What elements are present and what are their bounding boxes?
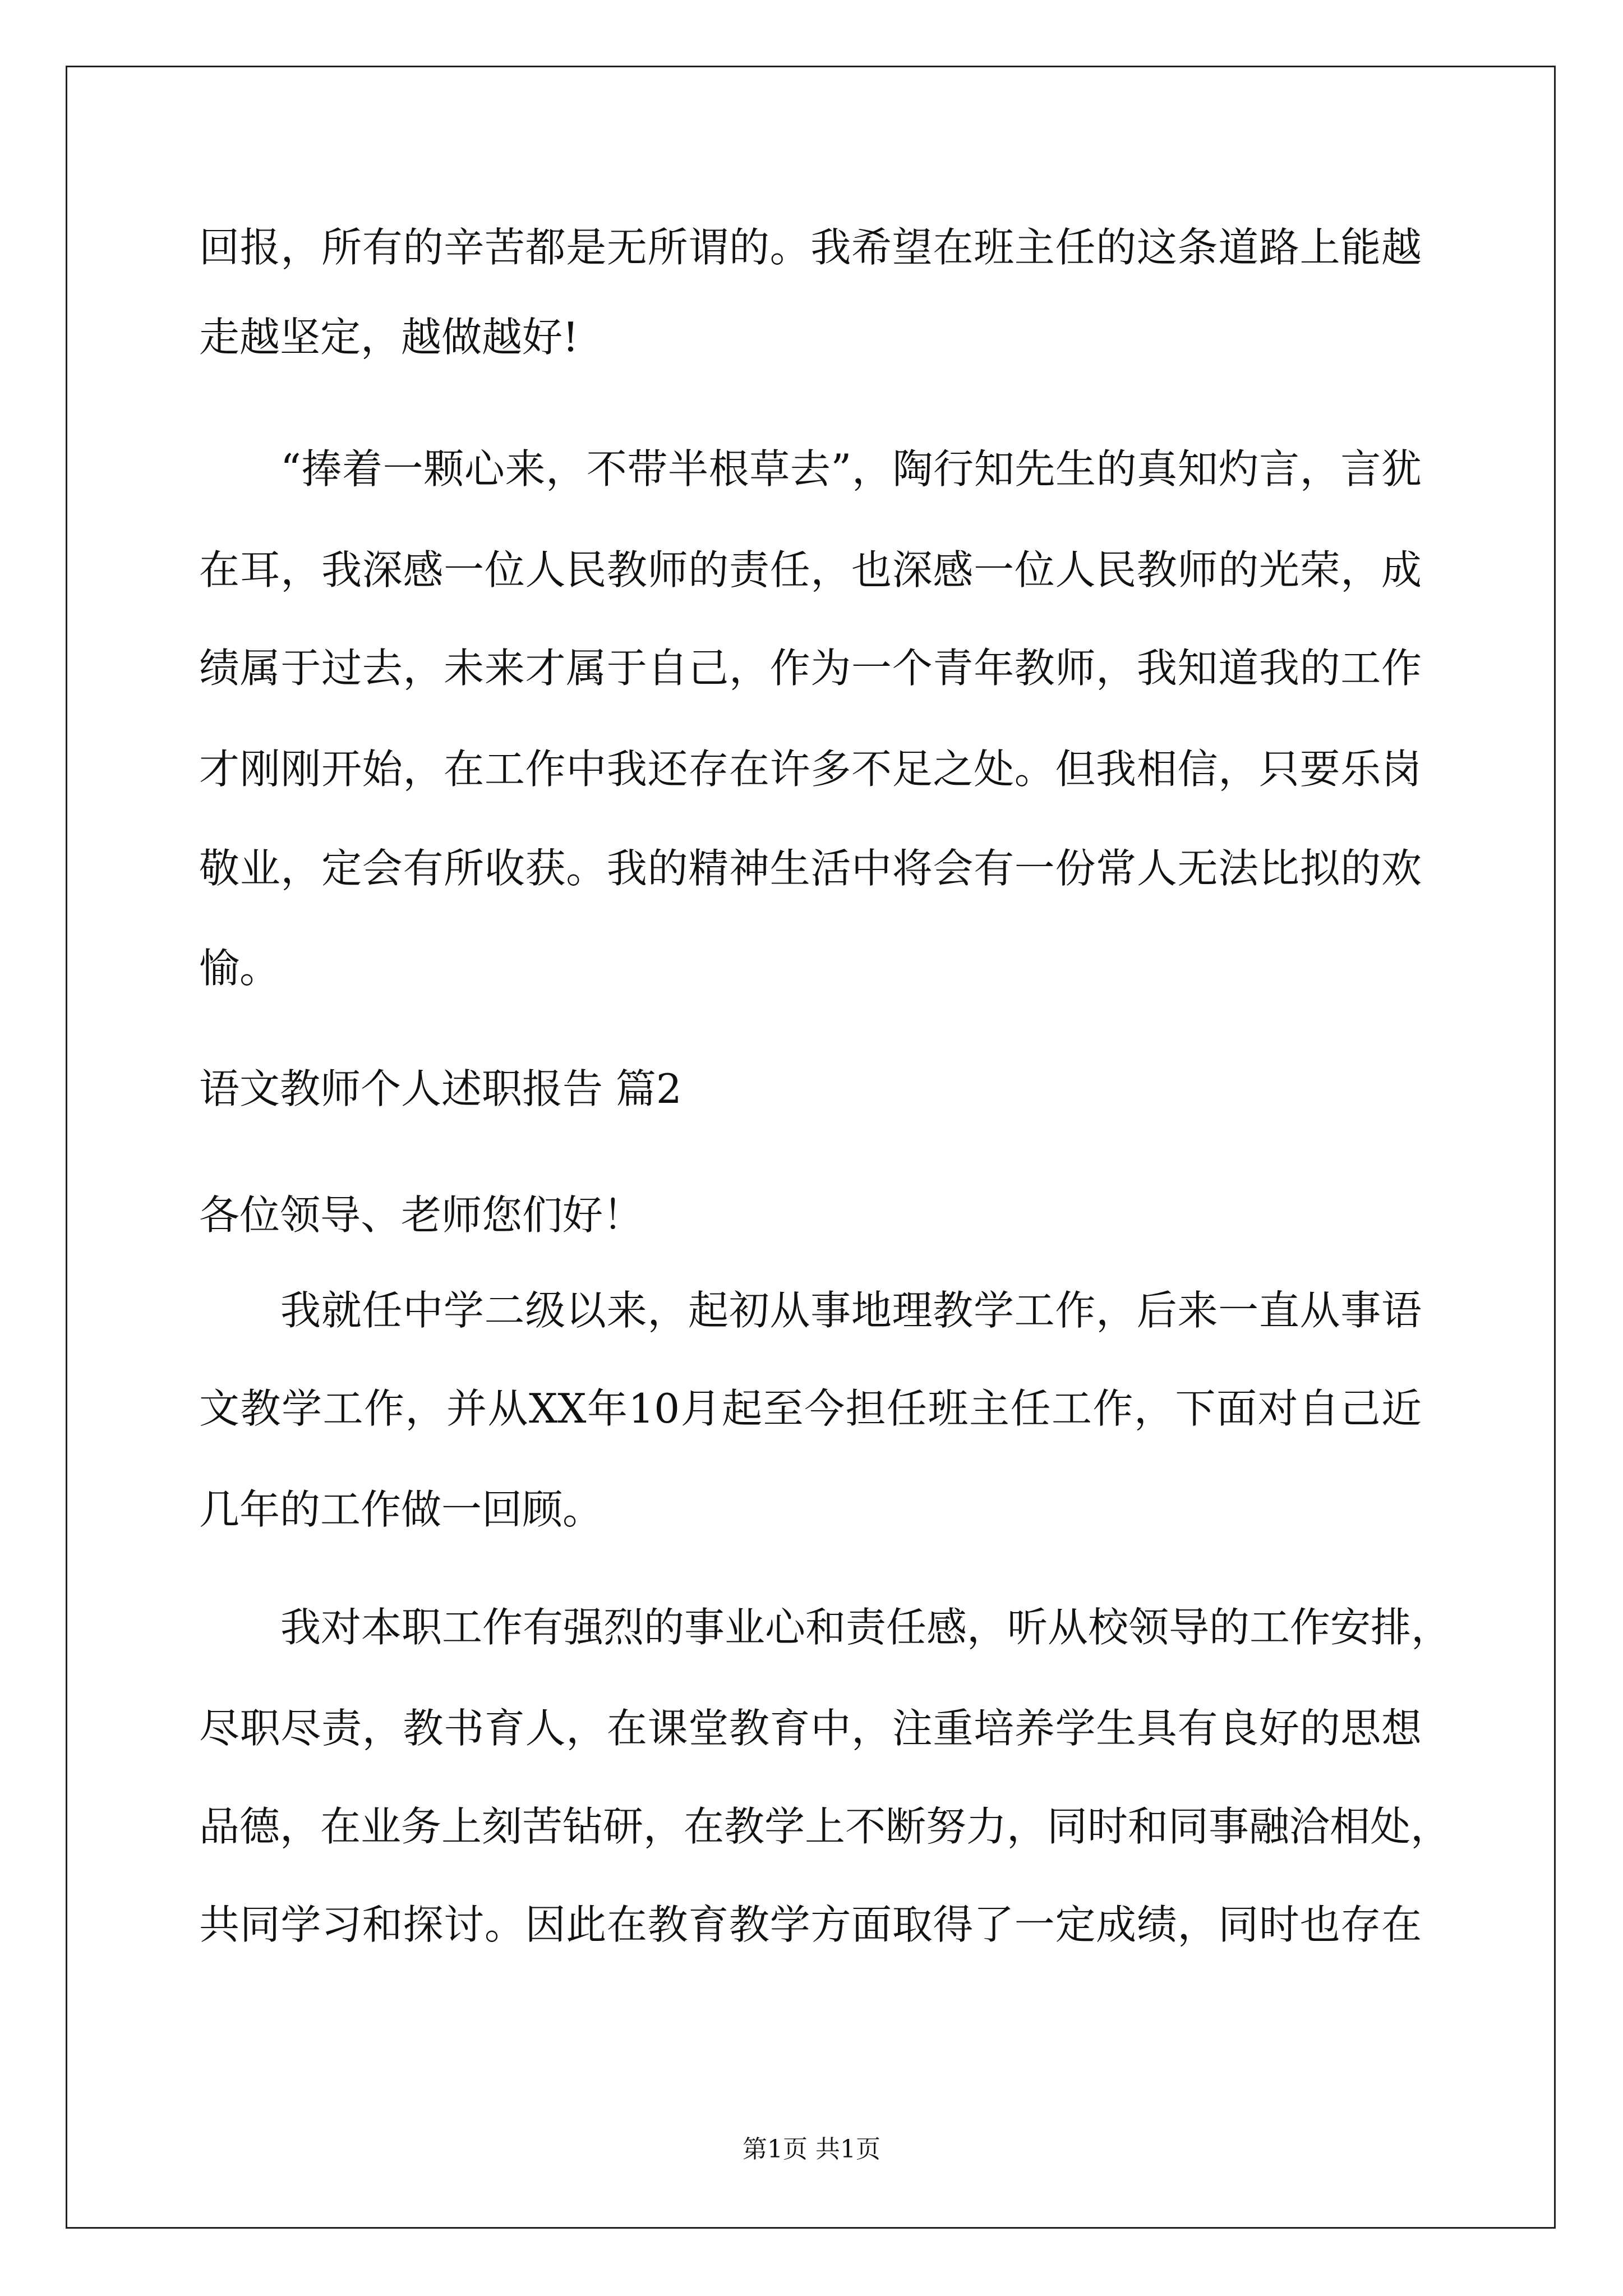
section-heading: 语文教师个人述职报告 篇2 xyxy=(199,1065,682,1112)
text-line: 回报，所有的辛苦都是无所谓的。我希望在班主任的这条道路上能越 xyxy=(199,224,1422,271)
salutation: 各位领导、老师您们好！ xyxy=(199,1191,644,1239)
text-line: 我对本职工作有强烈的事业心和责任感，听从校领导的工作安排， xyxy=(280,1604,1452,1651)
text-line: 文教学工作，并从XX年10月起至今担任班主任工作，下面对自己近 xyxy=(199,1385,1422,1432)
text-line: 在耳，我深感一位人民教师的责任，也深感一位人民教师的光荣，成 xyxy=(199,546,1422,593)
text-line: 品德，在业务上刻苦钻研，在教学上不断努力，同时和同事融洽相处， xyxy=(199,1803,1451,1850)
text-line: 敬业，定会有所收获。我的精神生活中将会有一份常人无法比拟的欢 xyxy=(199,845,1422,892)
text-line: 共同学习和探讨。因此在教育教学方面取得了一定成绩，同时也存在 xyxy=(199,1901,1422,1948)
text-line: 我就任中学二级以来，起初从事地理教学工作，后来一直从事语 xyxy=(280,1287,1422,1334)
text-line: 尽职尽责，教书育人，在课堂教育中，注重培养学生具有良好的思想 xyxy=(199,1705,1422,1752)
text-line: 走越坚定，越做越好! xyxy=(199,314,579,361)
text-line: 才刚刚开始，在工作中我还存在许多不足之处。但我相信，只要乐岗 xyxy=(199,746,1422,793)
text-line: 愉。 xyxy=(199,945,280,992)
page-footer: 第1页 共1页 xyxy=(743,2135,880,2164)
text-line: “捧着一颗心来，不带半根草去”，陶行知先生的真知灼言，言犹 xyxy=(280,445,1422,493)
text-line: 几年的工作做一回顾。 xyxy=(199,1486,603,1533)
text-line: 绩属于过去，未来才属于自己，作为一个青年教师，我知道我的工作 xyxy=(199,645,1422,692)
